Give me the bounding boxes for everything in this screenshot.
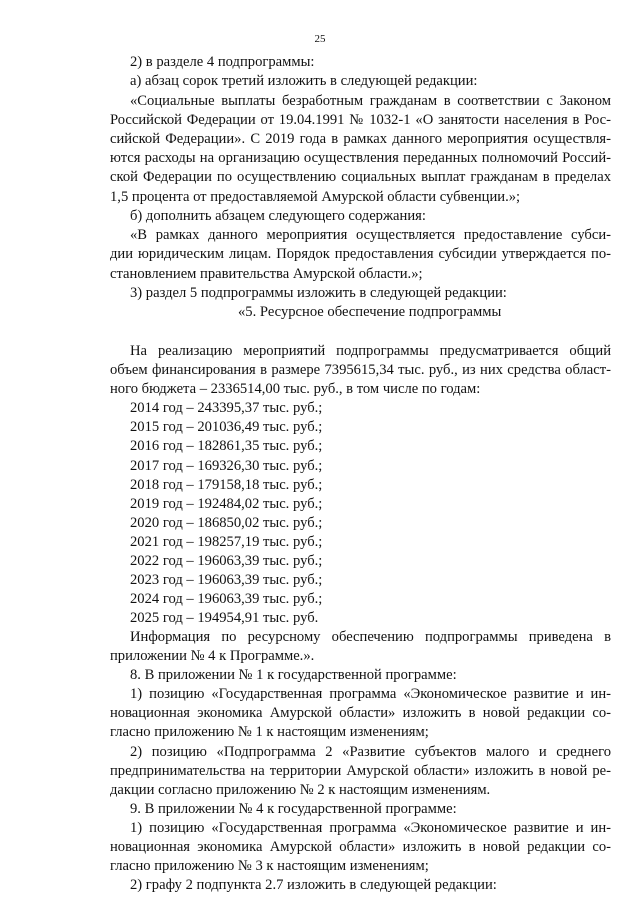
text-line: приложении № 4 к Программе.». [110,648,315,664]
text-line: 8. В приложении № 1 к государственной программе: [130,667,457,683]
text-line: объем финансирования в размере 7395615,34 тыс. руб., из них средства област- [110,362,611,378]
text-line: ются расходы на организацию осуществления переданных полномочий Россий- [110,150,611,166]
text-line: 2) графу 2 подпункта 2.7 изложить в следующей редакции: [130,877,497,893]
text-line: На реализацию мероприятий подпрограммы предусматривается общий [130,343,611,359]
text-line: новационная экономика Амурской области» изложить в новой редакции со- [110,839,611,855]
text-line: 1) позицию «Государственная программа «Экономическое развитие и ин- [130,820,611,836]
text-line: Информация по ресурсному обеспечению подпрограммы приведена в [130,629,611,645]
year-line: 2019 год – 192484,02 тыс. руб.; [130,496,323,512]
year-line: 2017 год – 169326,30 тыс. руб.; [130,458,323,474]
text-line: б) дополнить абзацем следующего содержания: [130,208,426,224]
text-line: гласно приложению № 3 к настоящим изменениям; [110,858,429,874]
text-line: 1,5 процента от предоставляемой Амурской области субвенции.»; [110,189,521,205]
section-heading: «5. Ресурсное обеспечение подпрограммы [238,304,502,320]
page-number: 25 [314,33,326,45]
text-line: дии юридическим лицам. Порядок предоставления субсидии утверждается по- [110,246,611,262]
year-line: 2021 год – 198257,19 тыс. руб.; [130,534,323,550]
text-line: новационная экономика Амурской области» изложить в новой редакции со- [110,705,611,721]
text-line: ного бюджета – 2336514,00 тыс. руб., в том числе по годам: [110,381,481,397]
text-line: сийской Федерации». С 2019 года в рамках данного мероприятия осуществля- [110,131,611,147]
text-line: 2) в разделе 4 подпрограммы: [130,54,315,70]
year-line: 2023 год – 196063,39 тыс. руб.; [130,572,323,588]
text-line: 1) позицию «Государственная программа «Экономическое развитие и ин- [130,686,611,702]
year-line: 2024 год – 196063,39 тыс. руб.; [130,591,323,607]
text-line: 3) раздел 5 подпрограммы изложить в следующей редакции: [130,285,507,301]
text-line: становлением правительства Амурской области.»; [110,266,423,282]
year-line: 2018 год – 179158,18 тыс. руб.; [130,477,323,493]
text-line: предпринимательства на территории Амурской области» изложить в новой ре- [110,763,611,779]
year-line: 2014 год – 243395,37 тыс. руб.; [130,400,323,416]
year-line: 2020 год – 186850,02 тыс. руб.; [130,515,323,531]
year-line: 2022 год – 196063,39 тыс. руб.; [130,553,323,569]
text-line: 2) позицию «Подпрограмма 2 «Развитие субъектов малого и среднего [130,744,611,760]
text-line: «В рамках данного мероприятия осуществляется предоставление субси- [130,227,611,243]
year-line: 2025 год – 194954,91 тыс. руб. [130,610,319,626]
year-line: 2015 год – 201036,49 тыс. руб.; [130,419,323,435]
text-line: дакции согласно приложению № 2 к настоящим изменениям. [110,782,491,798]
text-line: «Социальные выплаты безработным гражданам в соответствии с Законом [130,93,611,109]
text-line: ской Федерации по осуществлению социальных выплат гражданам в пределах [110,169,611,185]
year-line: 2016 год – 182861,35 тыс. руб.; [130,438,323,454]
text-line: Российской Федерации от 19.04.1991 № 1032-1 «О занятости населения в Рос- [110,112,611,128]
text-line: а) абзац сорок третий изложить в следующей редакции: [130,73,478,89]
text-line: 9. В приложении № 4 к государственной программе: [130,801,457,817]
text-line: гласно приложению № 1 к настоящим изменениям; [110,724,429,740]
